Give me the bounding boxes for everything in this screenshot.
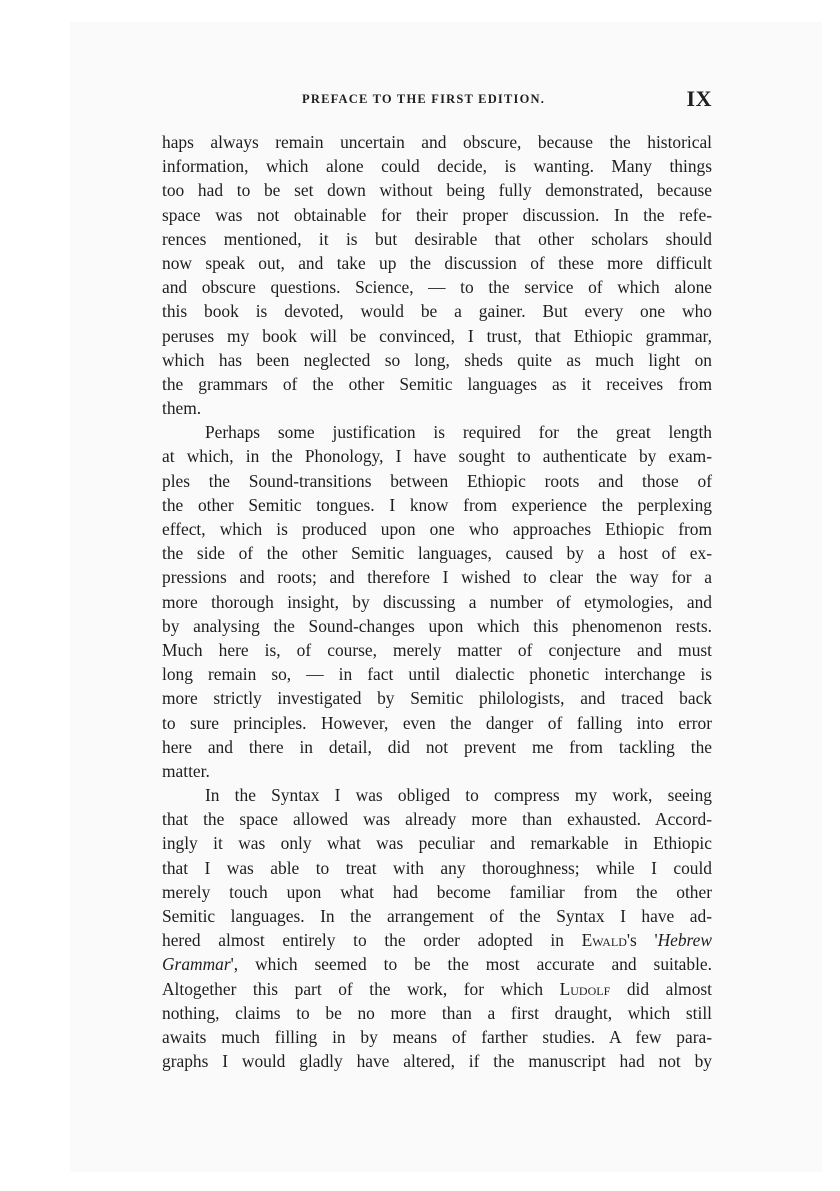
text-line: Semitic languages. In the arrangement of the Syntax I have ad- xyxy=(162,906,712,926)
text-line: here and there in detail, did not prevent me from tackling the xyxy=(162,736,712,757)
page-header xyxy=(302,86,712,118)
text-line: awaits much filling in by means of farther studies. A few para- xyxy=(162,1026,712,1047)
text-fragment: ', which seemed to be the most accurate and suitable. xyxy=(230,954,712,975)
body-text xyxy=(162,130,712,1073)
book-title: Grammar xyxy=(162,954,231,975)
text-line: long remain so, — in fact until dialectic phonetic interchange is xyxy=(162,664,712,685)
text-line: space was not obtainable for their proper discussion. In the refe- xyxy=(162,204,712,225)
text-line: the other Semitic tongues. I know from experience the perplexing xyxy=(162,494,712,515)
text-line: the side of the other Semitic languages, caused by a host of ex- xyxy=(162,543,712,564)
text-line: ples the Sound-transitions between Ethiopic roots and those of xyxy=(162,470,712,491)
text-line: by analysing the Sound-changes upon which this phenomenon rests. xyxy=(162,615,712,636)
text-line: rences mentioned, it is but desirable that other scholars should xyxy=(162,228,712,249)
text-line: Much here is, of course, merely matter of conjecture and must xyxy=(162,639,712,660)
book-title: Hebrew xyxy=(657,930,712,951)
text-line: which has been neglected so long, sheds quite as much light on xyxy=(162,349,712,370)
text-line: haps always remain uncertain and obscure, because the historical xyxy=(162,132,712,152)
author-name-ludolf: Ludolf xyxy=(559,978,611,999)
text-line: more strictly investigated by Semitic philologists, and traced back xyxy=(162,688,712,709)
text-fragment: did almost xyxy=(610,978,712,999)
text-line xyxy=(162,952,712,976)
text-line: that I was able to treat with any thoroughness; while I could xyxy=(162,857,712,878)
text-fragment: 's ' xyxy=(626,930,658,951)
text-line: them. xyxy=(162,398,202,419)
text-line: to sure principles. However, even the danger of falling into error xyxy=(162,712,712,733)
text-line: ingly it was only what was peculiar and remarkable in Ethiopic xyxy=(162,833,712,854)
text-line: Perhaps some justification is required for the great length xyxy=(205,422,712,443)
text-line: now speak out, and take up the discussion of these more difficult xyxy=(162,252,712,273)
text-line: more thorough insight, by discussing a number of etymologies, and xyxy=(162,591,712,612)
text-line: matter. xyxy=(162,760,210,781)
text-line: merely touch upon what had become familiar from the other xyxy=(162,881,712,902)
author-name-ewald: Ewald xyxy=(581,930,627,951)
text-line: effect, which is produced upon one who approaches Ethiopic from xyxy=(162,519,712,539)
text-line: and obscure questions. Science, — to the service of which alone xyxy=(162,277,712,298)
text-line: the grammars of the other Semitic languages as it receives from xyxy=(162,373,712,394)
text-line: this book is devoted, would be a gainer. But every one who xyxy=(162,301,712,322)
text-line: pressions and roots; and therefore I wished to clear the way for a xyxy=(162,567,712,588)
text-line: peruses my book will be convinced, I trust, that Ethiopic grammar, xyxy=(162,325,712,346)
text-fragment: Altogether this part of the work, for which xyxy=(162,978,560,999)
text-line xyxy=(162,977,712,1001)
text-line: that the space allowed was already more than exhausted. Accord- xyxy=(162,809,712,830)
page-number: IX xyxy=(686,86,712,111)
text-line: graphs I would gladly have altered, if the manuscript had not by xyxy=(162,1051,712,1072)
text-line: at which, in the Phonology, I have sought to authenticate by exam- xyxy=(162,446,712,467)
text-fragment: hered almost entirely to the order adopted in xyxy=(162,930,582,951)
text-line: too had to be set down without being fully demonstrated, because xyxy=(162,180,712,201)
text-line: nothing, claims to be no more than a first draught, which still xyxy=(162,1002,712,1023)
text-line xyxy=(162,928,712,952)
running-title: PREFACE TO THE FIRST EDITION. xyxy=(302,92,546,106)
text-line: In the Syntax I was obliged to compress my work, seeing xyxy=(205,785,712,806)
text-line: information, which alone could decide, is wanting. Many things xyxy=(162,156,712,177)
